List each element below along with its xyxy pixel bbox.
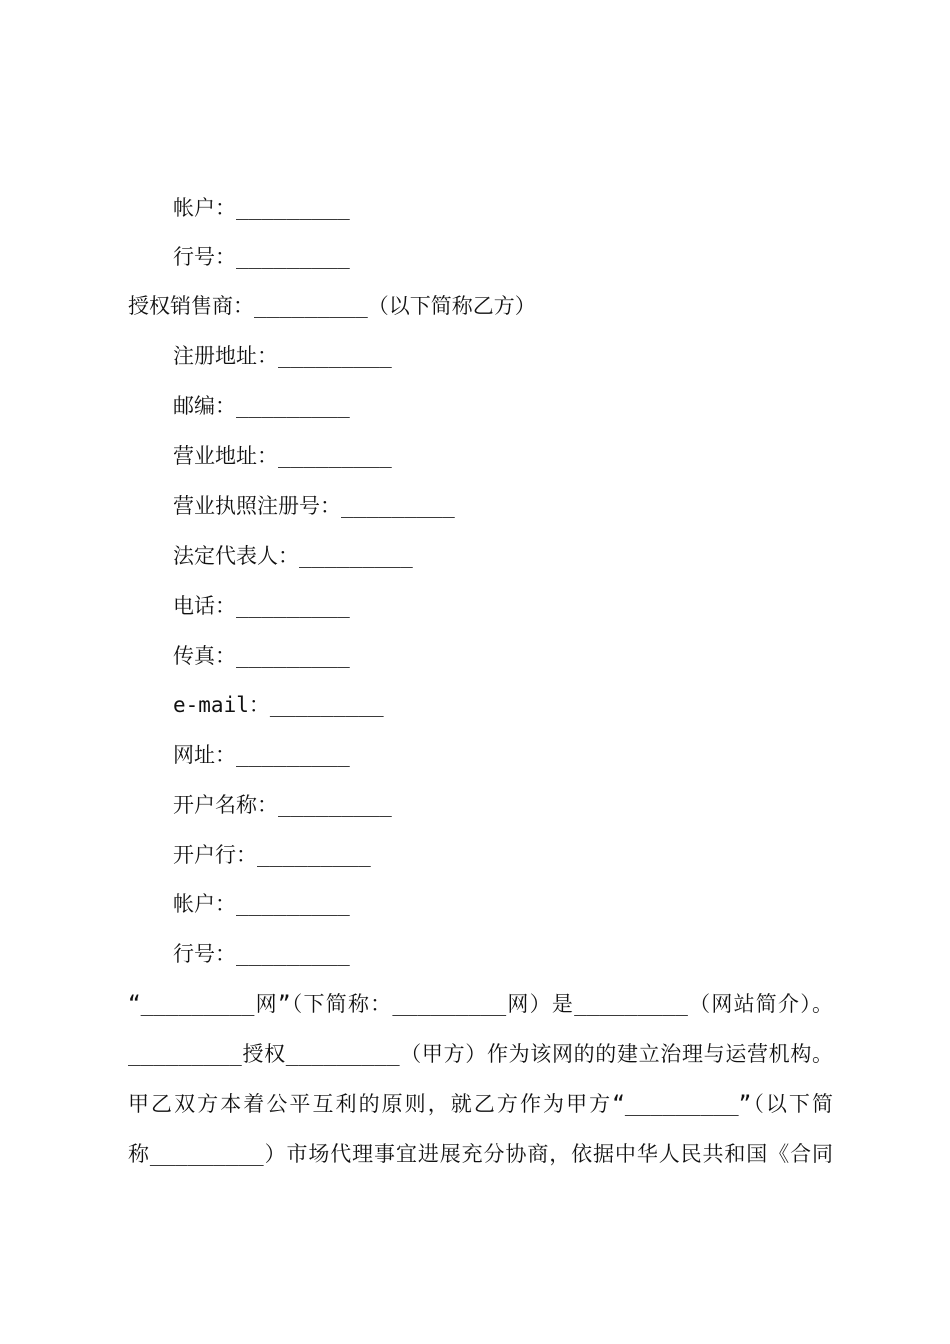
paragraph-line: “_________网”（下简称：_________网）是_________（网站简介）。 bbox=[128, 992, 833, 1016]
business-license-field: 营业执照注册号：_________ bbox=[173, 494, 455, 518]
postal-code-field: 邮编：_________ bbox=[173, 394, 350, 418]
body-paragraph bbox=[128, 990, 833, 1190]
account-field: 帐户：_________ bbox=[173, 196, 350, 220]
account-name-field: 开户名称：_________ bbox=[173, 793, 392, 817]
fax-field: 传真：_________ bbox=[173, 644, 350, 668]
paragraph-line: 称_________）市场代理事宜进展充分协商，依据中华人民共和国《合同 bbox=[128, 1142, 833, 1166]
paragraph-line: 甲乙双方本着公平互利的原则，就乙方作为甲方“_________”（以下简 bbox=[128, 1092, 833, 1116]
bank-field: 开户行：_________ bbox=[173, 843, 371, 867]
bank-number-field: 行号：_________ bbox=[173, 245, 350, 269]
paragraph-line: _________授权_________（甲方）作为该网的的建立治理与运营机构。 bbox=[128, 1042, 833, 1066]
website-field: 网址：_________ bbox=[173, 743, 350, 767]
authorized-seller-heading: 授权销售商：_________（以下简称乙方） bbox=[128, 294, 536, 318]
bank-number-field: 行号：_________ bbox=[173, 942, 350, 966]
email-field: e-mail：_________ bbox=[173, 693, 384, 717]
registered-address-field: 注册地址：_________ bbox=[173, 344, 392, 368]
phone-field: 电话：_________ bbox=[173, 594, 350, 618]
business-address-field: 营业地址：_________ bbox=[173, 444, 392, 468]
legal-representative-field: 法定代表人：_________ bbox=[173, 544, 413, 568]
account-field: 帐户：_________ bbox=[173, 892, 350, 916]
